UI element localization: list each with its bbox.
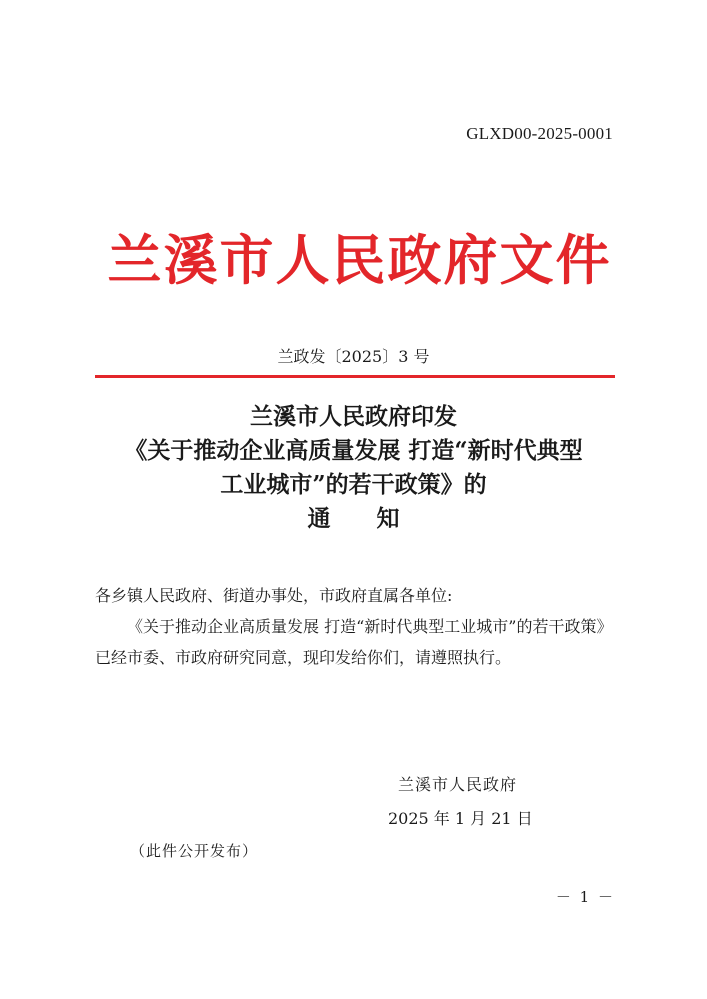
signer: 兰溪市人民政府: [398, 775, 518, 794]
body-paragraph: 《关于推动企业高质量发展 打造“新时代典型工业城市”的若干政策》已经市委、市政府研究同意，现印发给你们，请遵照执行。: [95, 617, 613, 667]
salutation: 各乡镇人民政府、街道办事处，市政府直属各单位:: [95, 586, 453, 605]
document-body: [95, 580, 615, 673]
title-line-1: 兰溪市人民政府印发: [250, 403, 457, 430]
title-line-4: 通 知: [307, 505, 400, 532]
issue-date: 2025 年 1 月 21 日: [388, 809, 533, 828]
issuer-title: 兰溪市人民政府文件: [107, 228, 612, 292]
document-title: [0, 400, 707, 536]
title-line-3: 工业城市”的若干政策》的: [220, 471, 487, 498]
page-number: － 1 －: [555, 888, 615, 906]
issue-number: 兰政发〔2025〕3 号: [277, 347, 430, 366]
title-line-2: 《关于推动企业高质量发展 打造“新时代典型: [124, 437, 583, 464]
red-separator-line: [95, 375, 615, 378]
disclosure-note: （此件公开发布）: [130, 842, 259, 860]
document-number: GLXD00-2025-0001: [466, 124, 613, 143]
